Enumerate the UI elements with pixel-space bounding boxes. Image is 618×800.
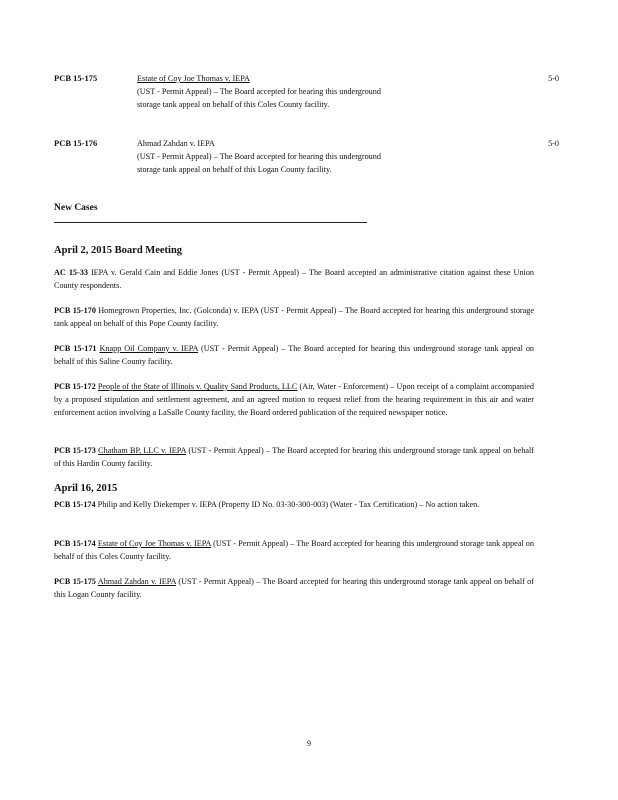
entry-pcb-15-174-diekemper: [54, 498, 534, 511]
case-vote: 5-0: [548, 74, 559, 83]
section-divider: [54, 222, 367, 223]
entry-title: Knapp Oil Company v. IEPA: [99, 344, 199, 353]
page-number: 9: [307, 739, 311, 748]
entry-text: (UST - Permit Appeal) – The Board accepted for hearing this underground storage tank appeal on behalf of this Coles County facility.: [54, 539, 534, 561]
entry-text: IEPA v. Gerald Cain and Eddie Jones (UST - Permit Appeal) – The Board accepted an administrative citation against these Union County respondents.: [54, 268, 534, 290]
entry-text: (UST - Permit Appeal) – The Board accepted for hearing this underground storage tank appeal on behalf of this Logan County facility.: [54, 577, 534, 599]
case-text: (UST - Permit Appeal) – The Board accepted for hearing this underground storage tank appeal on behalf of this Logan County facility.: [137, 152, 381, 174]
entry-pcb-15-175-zahdan: [54, 575, 534, 601]
entry-text: (UST - Permit Appeal) – The Board accepted for hearing this underground storage tank appeal on behalf of this Hardin County facility.: [54, 446, 535, 468]
entry-text: (UST - Permit Appeal) – The Board accepted for hearing this underground storage tank appeal on behalf of this Saline County facility.: [54, 344, 535, 366]
meeting-heading-april-16: April 16, 2015: [54, 483, 118, 494]
case-row-pcb-15-175: [54, 72, 559, 126]
new-cases-heading: New Cases: [54, 203, 98, 213]
case-title: Estate of Coy Joe Thomas v. IEPA: [137, 74, 250, 83]
case-text: (UST - Permit Appeal) – The Board accepted for hearing this underground storage tank appeal on behalf of this Coles County facility.: [137, 87, 381, 109]
entry-pcb-15-171: [54, 342, 534, 368]
entry-pcb-15-173: [54, 444, 534, 470]
case-id: PCB 15-176: [54, 138, 98, 148]
entry-title: Ahmad Zahdan v. IEPA: [97, 577, 177, 586]
case-row-pcb-15-176: [54, 137, 559, 191]
entry-ac-15-33: [54, 266, 534, 292]
entry-title: Chatham BP, LLC v. IEPA: [98, 446, 187, 455]
entry-title: Estate of Coy Joe Thomas v. IEPA: [97, 539, 211, 548]
entry-text: Philip and Kelly Diekemper v. IEPA (Property ID No. 03-30-300-003) (Water - Tax Certification) – No action taken.: [95, 500, 480, 509]
entry-text: Homegrown Properties, Inc. (Golconda) v. IEPA (UST - Permit Appeal) – The Board accepted for hearing this underground storage tank appeal on behalf of this Pope County facility.: [54, 306, 535, 328]
meeting-heading-april-2: April 2, 2015 Board Meeting: [54, 245, 183, 256]
case-body: [137, 137, 387, 176]
entry-id: PCB 15-174: [54, 500, 96, 509]
entry-pcb-15-172: [54, 380, 534, 419]
case-title: Ahmad Zahdan v. IEPA: [137, 139, 215, 148]
entry-id: PCB 15-173: [54, 446, 96, 455]
entry-text: (Air, Water - Enforcement) – Upon receipt of a complaint accompanied by a proposed stipulation and settlement agreement, and an agreed motion to request relief from the hearing requirement in this air and water enforcement action involving a LaSalle County facility, the Board ordered publication of the required newspaper notice.: [54, 382, 534, 417]
entry-title: People of the State of Illinois v. Quality Sand Products, LLC: [97, 382, 298, 391]
entry-id: PCB 15-174: [54, 539, 96, 548]
case-vote: 5-0: [548, 139, 559, 148]
entry-id: PCB 15-171: [54, 344, 97, 353]
entry-pcb-15-174-thomas: [54, 537, 534, 563]
case-id: PCB 15-175: [54, 73, 98, 83]
entry-id: PCB 15-175: [54, 577, 96, 586]
entry-id: PCB 15-170: [54, 306, 96, 315]
entry-pcb-15-170: [54, 304, 534, 330]
entry-id: PCB 15-172: [54, 382, 96, 391]
case-body: [137, 72, 387, 111]
entry-id: AC 15-33: [54, 268, 88, 277]
